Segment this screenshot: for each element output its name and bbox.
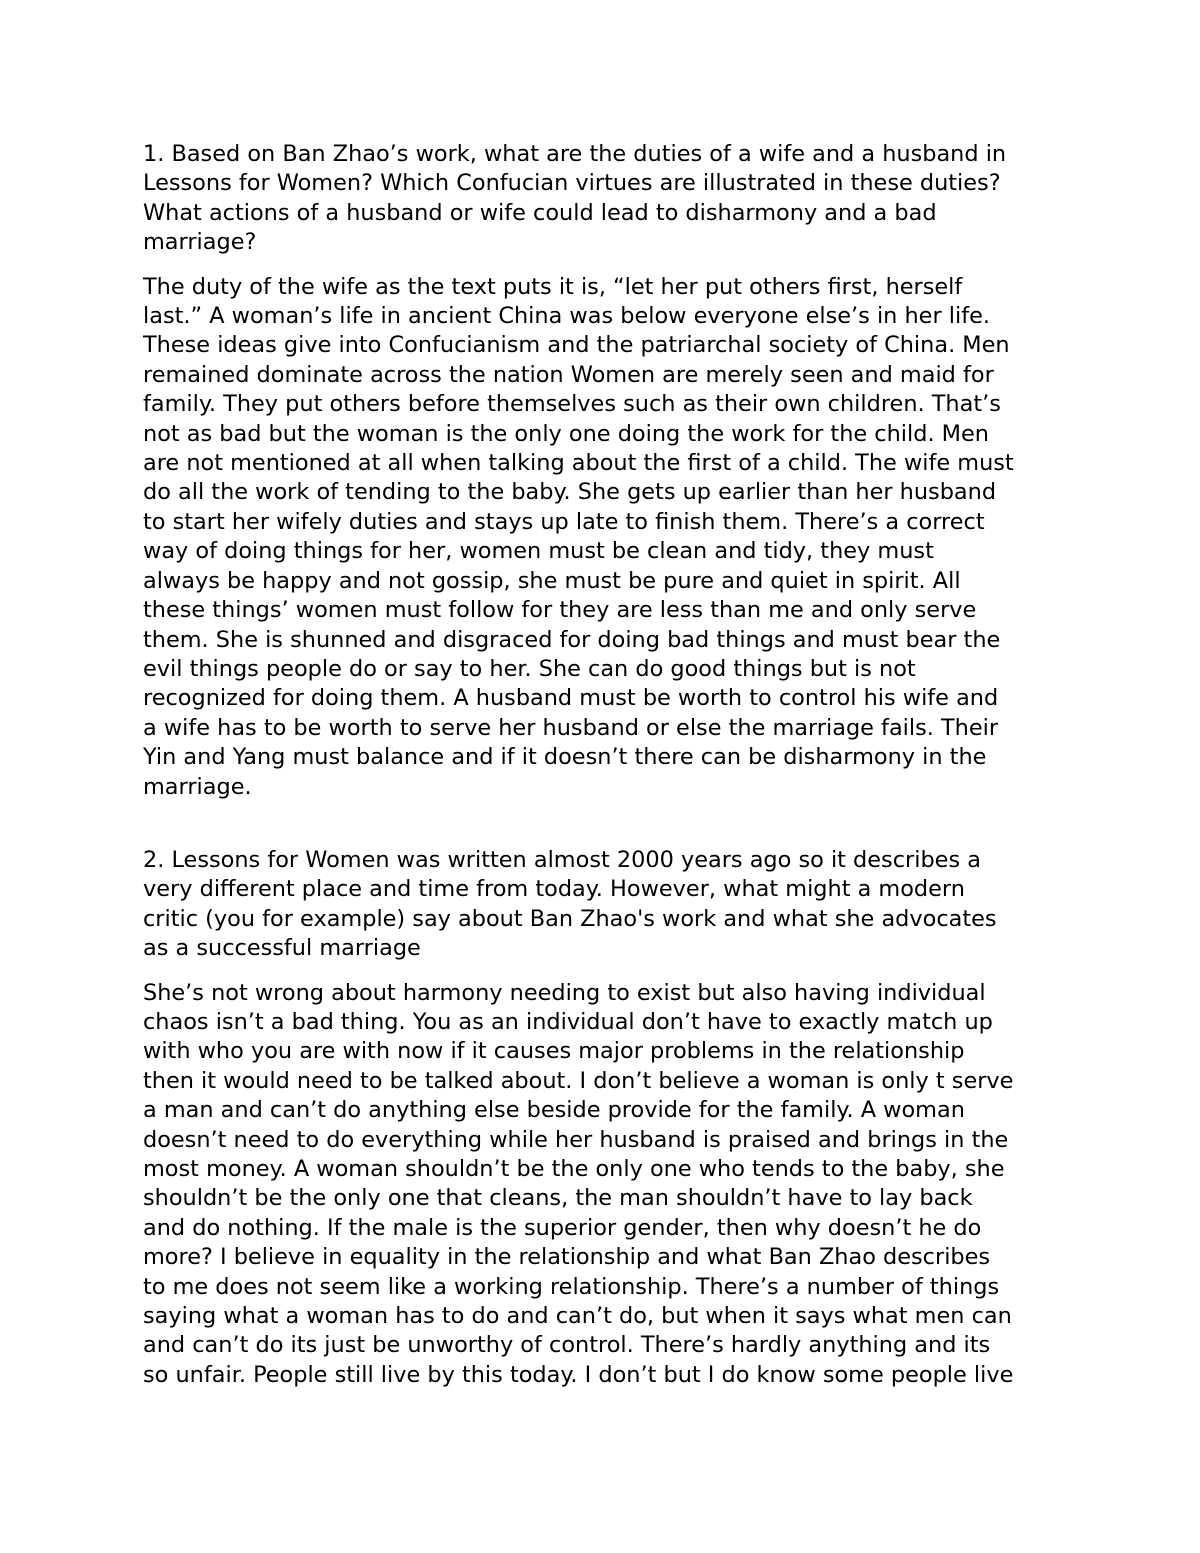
answer-1-line: evil things people do or say to her. She can do good things but is not (143, 655, 916, 682)
answer-1-line: to start her wifely duties and stays up late to finish them. There’s a correct (143, 508, 985, 535)
answer-1-line: The duty of the wife as the text puts it is, “let her put others first, herself (143, 273, 963, 300)
answer-1-line: marriage. (143, 773, 252, 800)
question-2 (143, 846, 1063, 964)
answer-1-line: a wife has to be worth to serve her husband or else the marriage fails. Their (143, 714, 999, 741)
answer-1-line: recognized for doing them. A husband must be worth to control his wife and (143, 685, 999, 712)
answer-2 (143, 979, 1063, 1391)
answer-1-line: do all the work of tending to the baby. She gets up earlier than her husband (143, 479, 997, 506)
question-1-line: 1. Based on Ban Zhao’s work, what are the duties of a wife and a husband in (143, 141, 1007, 167)
question-2-line: very different place and time from today. However, what might a modern (143, 876, 965, 903)
answer-1-line: are not mentioned at all when talking about the first of a child. The wife must (143, 450, 1014, 477)
answer-2-line: and can’t do its just be unworthy of control. There’s hardly anything and its (143, 1332, 991, 1359)
question-1 (143, 140, 1063, 258)
question-1-line: Lessons for Women? Which Confucian virtues are illustrated in these duties? (143, 170, 1001, 197)
answer-2-line: doesn’t need to do everything while her husband is praised and brings in the (143, 1126, 1009, 1153)
answer-2-line: saying what a woman has to do and can’t do, but when it says what men can (143, 1303, 1012, 1330)
question-2-line: critic (you for example) say about Ban Zhao's work and what she advocates (143, 905, 997, 932)
paragraph-spacer (143, 258, 1063, 273)
question-1-line: What actions of a husband or wife could lead to disharmony and a bad (143, 199, 937, 226)
answer-1-line: them. She is shunned and disgraced for doing bad things and must bear the (143, 626, 1001, 653)
document-body (143, 140, 1063, 1390)
paragraph-spacer (143, 964, 1063, 979)
answer-2-line: most money. A woman shouldn’t be the only one who tends to the baby, she (143, 1156, 1005, 1182)
answer-2-line: then it would need to be talked about. I don’t believe a woman is only t serve (143, 1067, 1014, 1094)
answer-2-line: to me does not seem like a working relationship. There’s a number of things (143, 1273, 1000, 1300)
answer-1-line: These ideas give into Confucianism and the patriarchal society of China. Men (143, 332, 1010, 359)
answer-2-line: so unfair. People still live by this today. I don’t but I do know some people live (143, 1361, 1014, 1388)
answer-2-line: She’s not wrong about harmony needing to exist but also having individual (143, 979, 986, 1006)
answer-2-line: more? I believe in equality in the relationship and what Ban Zhao describes (143, 1244, 991, 1271)
answer-2-line: chaos isn’t a bad thing. You as an individual don’t have to exactly match up (143, 1008, 993, 1035)
question-2-line: as a successful marriage (143, 935, 421, 962)
answer-1-line: these things’ women must follow for they are less than me and only serve (143, 597, 977, 624)
answer-1-line: Yin and Yang must balance and if it doesn’t there can be disharmony in the (143, 744, 987, 771)
answer-1-line: always be happy and not gossip, she must be pure and quiet in spirit. All (143, 567, 961, 594)
answer-1-line: last.” A woman’s life in ancient China was below everyone else’s in her life. (143, 303, 990, 330)
answer-2-line: with who you are with now if it causes major problems in the relationship (143, 1038, 965, 1065)
answer-1-line: remained dominate across the nation Women are merely seen and maid for (143, 361, 994, 388)
answer-1-line: family. They put others before themselves such as their own children. That’s (143, 391, 1001, 418)
question-2-line: 2. Lessons for Women was written almost 2000 years ago so it describes a (143, 846, 981, 873)
answer-1-line: way of doing things for her, women must be clean and tidy, they must (143, 538, 934, 565)
answer-1-line: not as bad but the woman is the only one doing the work for the child. Men (143, 420, 989, 447)
answer-1 (143, 273, 1063, 802)
answer-2-line: and do nothing. If the male is the superior gender, then why doesn’t he do (143, 1214, 982, 1241)
answer-2-line: a man and can’t do anything else beside provide for the family. A woman (143, 1097, 965, 1124)
section-spacer (143, 802, 1063, 846)
answer-2-line: shouldn’t be the only one that cleans, the man shouldn’t have to lay back (143, 1185, 973, 1212)
question-1-line: marriage? (143, 229, 257, 256)
